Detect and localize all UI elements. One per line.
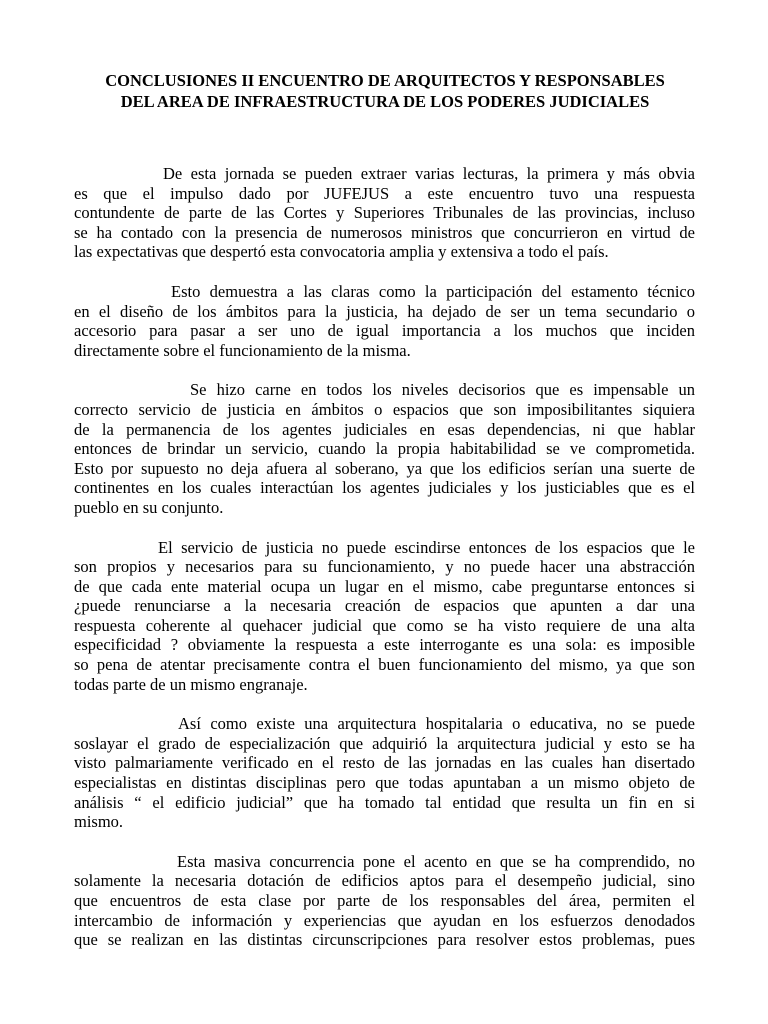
paragraph-line: Esta masiva concurrencia pone el acento en que se ha comprendido, no: [177, 851, 695, 871]
paragraph: [74, 282, 695, 360]
document-body: [74, 164, 695, 970]
paragraph-line: especificidad ? obviamente la respuesta a este interrogante es una sola: es imposible: [74, 635, 695, 655]
paragraph-line: que se realizan en las distintas circunscripciones para resolver estos problemas, pues: [74, 930, 695, 950]
paragraph-line: visto palmariamente verificado en el resto de las jornadas en las cuales han disertado: [74, 753, 695, 773]
paragraph-line: que encuentros de esta clase por parte de los responsables del área, permiten el: [74, 891, 695, 910]
title-line: DEL AREA DE INFRAESTRUCTURA DE LOS PODERES JUDICIALES: [120, 92, 650, 111]
paragraph: [74, 852, 695, 950]
paragraph-line: de la permanencia de los agentes judiciales en esas dependencias, ni que hablar: [74, 419, 695, 439]
paragraph: [74, 164, 695, 262]
paragraph-line: continentes en los cuales interactúan los agentes judiciales y los justiciables que es el: [74, 478, 695, 498]
paragraph-line: De esta jornada se pueden extraer varias lecturas, la primera y más obvia: [163, 164, 695, 183]
paragraph-line: Así como existe una arquitectura hospitalaria o educativa, no se puede: [178, 714, 695, 734]
paragraph-line: respuesta coherente al quehacer judicial que como se ha visto requiere de una alta: [74, 615, 695, 635]
paragraph-line: solamente la necesaria dotación de edificios aptos para el desempeño judicial, sino: [74, 871, 695, 891]
document-title: [70, 70, 700, 112]
paragraph-line: análisis “ el edificio judicial” que ha tomado tal entidad que resulta un fin en si: [74, 792, 695, 812]
paragraph-line: es que el impulso dado por JUFEJUS a este encuentro tuvo una respuesta: [74, 183, 695, 203]
paragraph-line: son propios y necesarios para su funcionamiento, y no puede hacer una abstracción: [74, 557, 695, 577]
paragraph-line: Esto demuestra a las claras como la participación del estamento técnico: [171, 281, 695, 301]
paragraph-line: intercambio de información y experiencias que ayudan en los esfuerzos denodados: [74, 910, 695, 930]
paragraph-line: mismo.: [74, 812, 124, 832]
paragraph-line: correcto servicio de justicia en ámbitos o espacios que son imposibilitantes siquiera: [74, 399, 695, 419]
paragraph-line: de que cada ente material ocupa un lugar en el mismo, cabe preguntarse entonces si: [74, 576, 695, 596]
paragraph-line: Se hizo carne en todos los niveles decisorios que es impensable un: [190, 380, 695, 400]
paragraph-line: especialistas en distintas disciplinas pero que todas apuntaban a un mismo objeto de: [74, 773, 695, 793]
paragraph-line: directamente sobre el funcionamiento de la misma.: [74, 340, 411, 360]
paragraph-line: pueblo en su conjunto.: [74, 497, 224, 517]
paragraph: [74, 714, 695, 832]
paragraph-line: soslayar el grado de especialización que adquirió la arquitectura judicial y esto se ha: [74, 733, 695, 753]
paragraph-line: so pena de atentar precisamente contra el buen funcionamiento del mismo, ya que son: [74, 655, 695, 675]
paragraph-line: todas parte de un mismo engranaje.: [74, 674, 308, 694]
paragraph-line: El servicio de justicia no puede escindirse entonces de los espacios que le: [158, 537, 695, 557]
paragraph-line: contundente de parte de las Cortes y Superiores Tribunales de las provincias, incluso: [74, 203, 695, 223]
paragraph-line: se ha contado con la presencia de numerosos ministros que concurrieron en virtud de: [74, 222, 695, 242]
paragraph: [74, 538, 695, 695]
paragraph-line: Esto por supuesto no deja afuera al soberano, ya que los edificios serían una suerte de: [74, 458, 695, 478]
paragraph-line: ¿puede renunciarse a la necesaria creación de espacios que apunten a dar una: [74, 596, 695, 616]
paragraph-line: las expectativas que despertó esta convocatoria amplia y extensiva a todo el país.: [74, 242, 609, 262]
paragraph: [74, 380, 695, 517]
paragraph-line: en el diseño de los ámbitos para la justicia, ha dejado de ser un tema secundario o: [74, 301, 695, 321]
paragraph-line: entonces de brindar un servicio, cuando la propia habitabilidad se ve comprometida.: [74, 439, 695, 459]
paragraph-line: accesorio para pasar a ser uno de igual importancia a los muchos que inciden: [74, 321, 695, 341]
title-line: CONCLUSIONES II ENCUENTRO DE ARQUITECTOS Y RESPONSABLES: [105, 71, 665, 90]
